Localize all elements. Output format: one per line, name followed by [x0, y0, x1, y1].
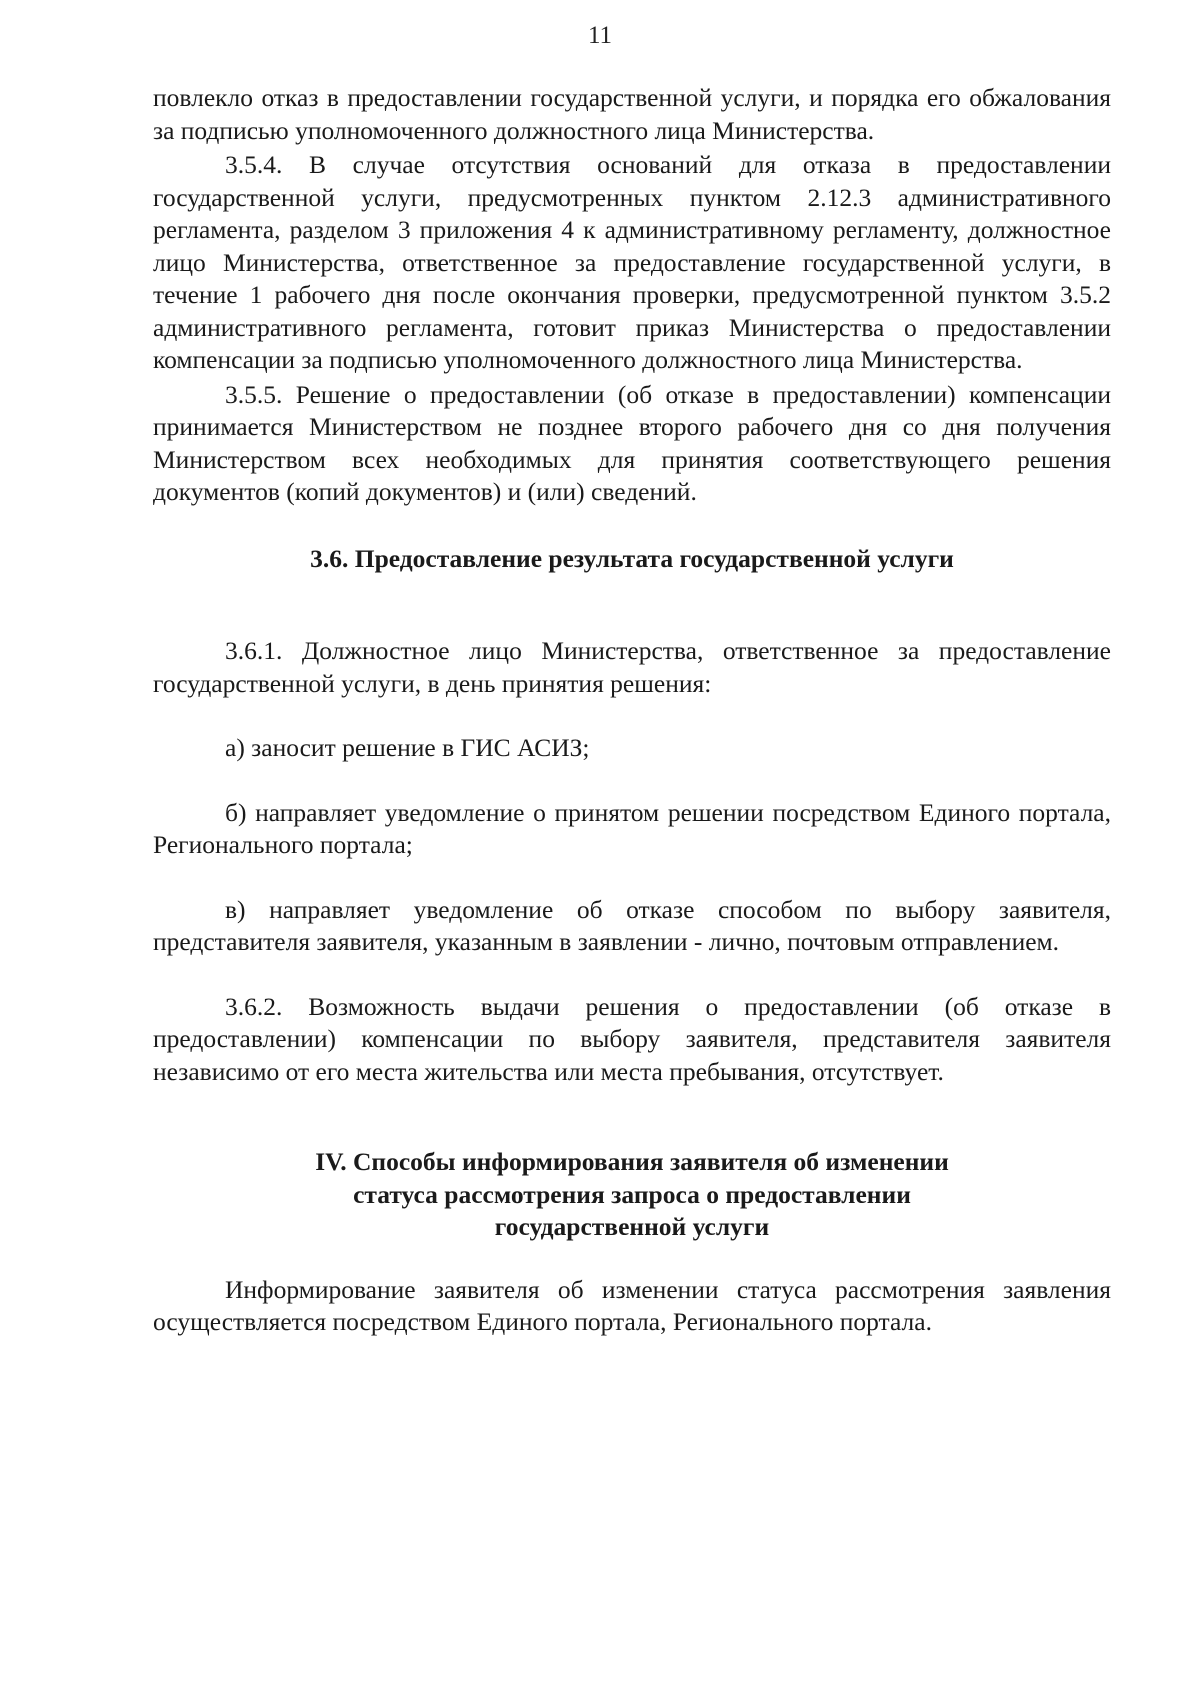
paragraph-informing: Информирование заявителя об изменении статуса рассмотрения заявления осуществляется посредством Единого портала, Регионального портала. — [153, 1274, 1111, 1336]
paragraph-3-6-1: 3.6.1. Должностное лицо Министерства, ответственное за предоставление государственной услуги, в день принятия решения: — [153, 636, 1111, 698]
list-item-a: а) заносит решение в ГИС АСИЗ; — [225, 733, 590, 762]
list-item-b: б) направляет уведомление о принятом решении посредством Единого портала, Регионального портала; — [153, 797, 1111, 859]
paragraph-continuation: повлекло отказ в предоставлении государственной услуги, и порядка его обжалования за подписью уполномоченного должностного лица Министерства. — [153, 83, 1111, 145]
document-body — [153, 82, 1111, 1339]
paragraph-3-5-4: 3.5.4. В случае отсутствия оснований для отказа в предоставлении государственной услуги, предусмотренных пунктом 2.12.3 административного регламента, разделом 3 приложения 4 к административному регламенту, должностное лицо Министерства, ответственное за предоставление государственной услуги, в течение 1 рабочего дня после окончания проверки, предусмотренной пунктом 3.5.2 административного регламента, готовит приказ Министерства о предоставлении компенсации за подписью уполномоченного должностного лица Министерства. — [153, 150, 1111, 374]
section-heading-iv-line1: IV. Способы информирования заявителя об изменении — [315, 1147, 949, 1176]
section-heading-iv-line2: статуса рассмотрения запроса о предоставлении — [353, 1179, 911, 1209]
page-number: 11 — [587, 22, 613, 49]
paragraph-3-6-2: 3.6.2. Возможность выдачи решения о предоставлении (об отказе в предоставлении) компенсации по выбору заявителя, представителя заявителя независимо от его места жительства или места пребывания, отсутствует. — [153, 991, 1111, 1086]
paragraph-3-5-5: 3.5.5. Решение о предоставлении (об отказе в предоставлении) компенсации принимается Министерством не позднее второго рабочего дня со дня получения Министерством всех необходимых для принятия соответствующего решения документов (копий документов) и (или) сведений. — [153, 379, 1111, 506]
section-heading-3-6: 3.6. Предоставление результата государственной услуги — [310, 543, 954, 573]
section-heading-iv — [153, 1146, 1111, 1244]
section-heading-iv-line3: государственной услуги — [494, 1212, 770, 1241]
list-item-v: в) направляет уведомление об отказе способом по выбору заявителя, представителя заявителя, указанным в заявлении - лично, почтовым отправлением. — [153, 894, 1111, 956]
